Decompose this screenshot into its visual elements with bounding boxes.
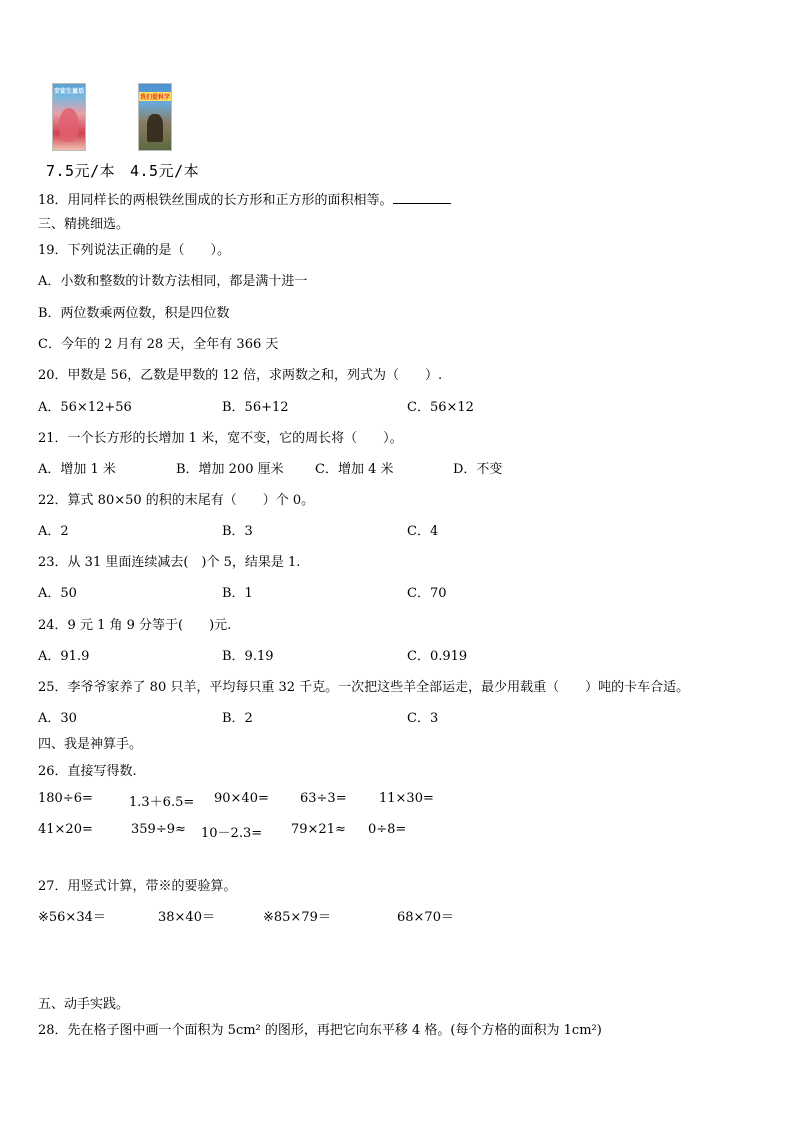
option-a[interactable]: A．56×12+56 <box>38 400 132 415</box>
option-c[interactable]: C．3 <box>407 711 439 726</box>
option-b[interactable]: B．1 <box>222 586 253 601</box>
section-5-heading: 五、动手实践。 <box>38 997 130 1012</box>
option-c[interactable]: C．56×12 <box>407 400 474 415</box>
calc-item[interactable]: 79×21≈ <box>291 822 346 837</box>
option-c[interactable]: C．70 <box>407 586 447 601</box>
option-b[interactable]: B．2 <box>222 711 253 726</box>
calc-item[interactable]: 0÷8= <box>368 822 407 837</box>
section-4-heading: 四、我是神算手。 <box>38 737 143 752</box>
question-25-stem: 25．李爷爷家养了 80 只羊，平均每只重 32 千克。一次把这些羊全部运走，最少用载重（ ）吨的卡车合适。 <box>38 680 690 695</box>
question-20-stem: 20．甲数是 56，乙数是甲数的 12 倍，求两数之和，列式为（ ）. <box>38 368 443 383</box>
calc-item[interactable]: ※85×79＝ <box>263 910 331 925</box>
section-3-heading: 三、精挑细选。 <box>38 217 130 232</box>
option-a[interactable]: A．50 <box>38 586 77 601</box>
calc-item[interactable]: 10－2.3= <box>201 826 263 841</box>
calc-item[interactable]: ※56×34＝ <box>38 910 106 925</box>
question-23-stem: 23．从 31 里面连续减去( )个 5，结果是 1. <box>38 555 301 570</box>
option-b[interactable]: B．3 <box>222 524 253 539</box>
calc-item[interactable]: 180÷6= <box>38 791 93 806</box>
option-b[interactable]: B．增加 200 厘米 <box>176 462 284 477</box>
option-a[interactable]: A．增加 1 米 <box>38 462 116 477</box>
calc-item[interactable]: 359÷9≈ <box>131 822 186 837</box>
option-a[interactable]: A．30 <box>38 711 77 726</box>
option-a[interactable]: A．2 <box>38 524 69 539</box>
question-26-stem: 26．直接写得数. <box>38 764 137 779</box>
book-cover-title: 我们爱科学 <box>139 94 170 101</box>
answer-blank[interactable] <box>393 191 451 204</box>
book-cover-fairy-tales <box>52 83 86 151</box>
question-27-stem: 27．用竖式计算，带※的要验算。 <box>38 879 237 894</box>
calc-item[interactable]: 68×70＝ <box>397 910 454 925</box>
option-c[interactable]: C．今年的 2 月有 28 天，全年有 366 天 <box>38 337 279 352</box>
book-price-2: 4.5元/本 <box>130 162 200 180</box>
option-b[interactable]: B．9.19 <box>222 649 274 664</box>
option-c[interactable]: C．4 <box>407 524 439 539</box>
question-text: 18．用同样长的两根铁丝围成的长方形和正方形的面积相等。 <box>38 193 393 208</box>
option-d[interactable]: D．不变 <box>453 462 503 477</box>
option-c[interactable]: C．增加 4 米 <box>315 462 394 477</box>
question-22-stem: 22．算式 80×50 的积的末尾有（ ）个 0。 <box>38 493 315 508</box>
book-cover-science <box>138 83 172 151</box>
option-b[interactable]: B．两位数乘两位数，积是四位数 <box>38 306 230 321</box>
calc-item[interactable]: 90×40= <box>214 791 269 806</box>
question-28-stem: 28．先在格子图中画一个面积为 5cm² 的图形，再把它向东平移 4 格。(每个方格的面积为 1cm²) <box>38 1023 602 1038</box>
option-c[interactable]: C．0.919 <box>407 649 468 664</box>
book-price-1: 7.5元/本 <box>46 162 116 180</box>
calc-item[interactable]: 11×30= <box>379 791 434 806</box>
calc-item[interactable]: 38×40＝ <box>158 910 215 925</box>
question-18 <box>38 189 451 208</box>
question-21-stem: 21．一个长方形的长增加 1 米，宽不变，它的周长将（ ）。 <box>38 431 403 446</box>
calc-item[interactable]: 1.3＋6.5= <box>129 795 195 810</box>
question-19-stem: 19．下列说法正确的是（ ）。 <box>38 243 231 258</box>
option-a[interactable]: A．91.9 <box>38 649 90 664</box>
option-a[interactable]: A．小数和整数的计数方法相同，都是满十进一 <box>38 274 308 289</box>
calc-item[interactable]: 63÷3= <box>300 791 347 806</box>
calc-item[interactable]: 41×20= <box>38 822 93 837</box>
option-b[interactable]: B．56+12 <box>222 400 289 415</box>
question-24-stem: 24．9 元 1 角 9 分等于( )元. <box>38 618 232 633</box>
book-cover-title: 安徒生童话 <box>53 88 84 95</box>
